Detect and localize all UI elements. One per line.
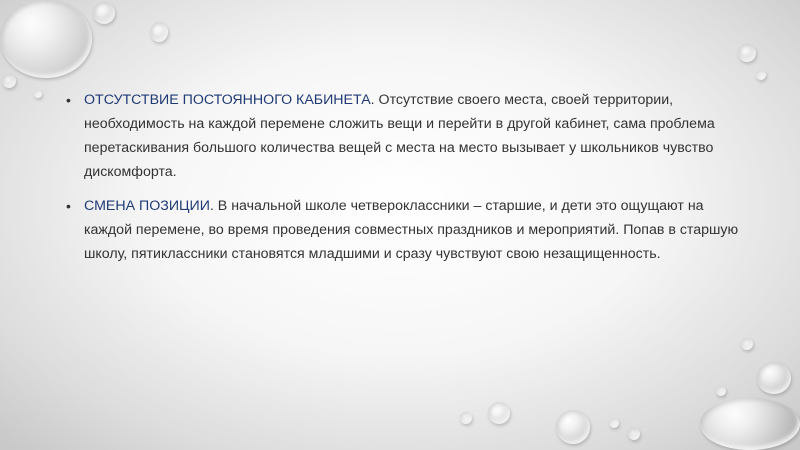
water-drop-decoration [93, 2, 115, 24]
water-drop-decoration [2, 74, 16, 88]
water-drop-decoration [716, 386, 726, 396]
water-drop-decoration [756, 70, 766, 80]
water-drop-decoration [628, 428, 640, 440]
bullet-body: . В начальной школе четвероклассники – старшие, и дети это ощущают на каждой перемене, во время проведения совместных праздников и мероприятий. Попав в старшую школу, пятиклассники становятся младшими и сразу чувствуют свою незащищенность. [84, 198, 739, 262]
water-drop-decoration [700, 398, 800, 450]
bullet-item [62, 88, 742, 184]
water-drop-decoration [34, 90, 42, 98]
water-drop-decoration [741, 338, 753, 350]
slide-content [62, 88, 742, 276]
bullet-body: . Отсутствие своего места, своей территории, необходимость на каждой перемене сложить вещи и перейти в другой кабинет, сама проблема перетаскивания большого количества вещей с места на место вызывает у школьников чувство дискомфорта. [84, 92, 715, 180]
bullet-text [84, 194, 742, 266]
bullet-marker: • [66, 198, 71, 214]
bullet-text [84, 88, 742, 184]
water-drop-decoration [738, 44, 756, 62]
water-drop-decoration [488, 402, 510, 424]
water-drop-decoration [609, 418, 619, 428]
water-drop-decoration [0, 0, 92, 78]
bullet-item [62, 194, 742, 266]
bullet-marker: • [66, 92, 71, 108]
bullet-heading: СМЕНА ПОЗИЦИИ [84, 198, 210, 214]
bullet-heading: ОТСУТСТВИЕ ПОСТОЯННОГО КАБИНЕТА [84, 92, 371, 108]
water-drop-decoration [150, 22, 168, 42]
water-drop-decoration [757, 362, 791, 394]
water-drop-decoration [556, 410, 590, 444]
water-drop-decoration [460, 412, 472, 424]
